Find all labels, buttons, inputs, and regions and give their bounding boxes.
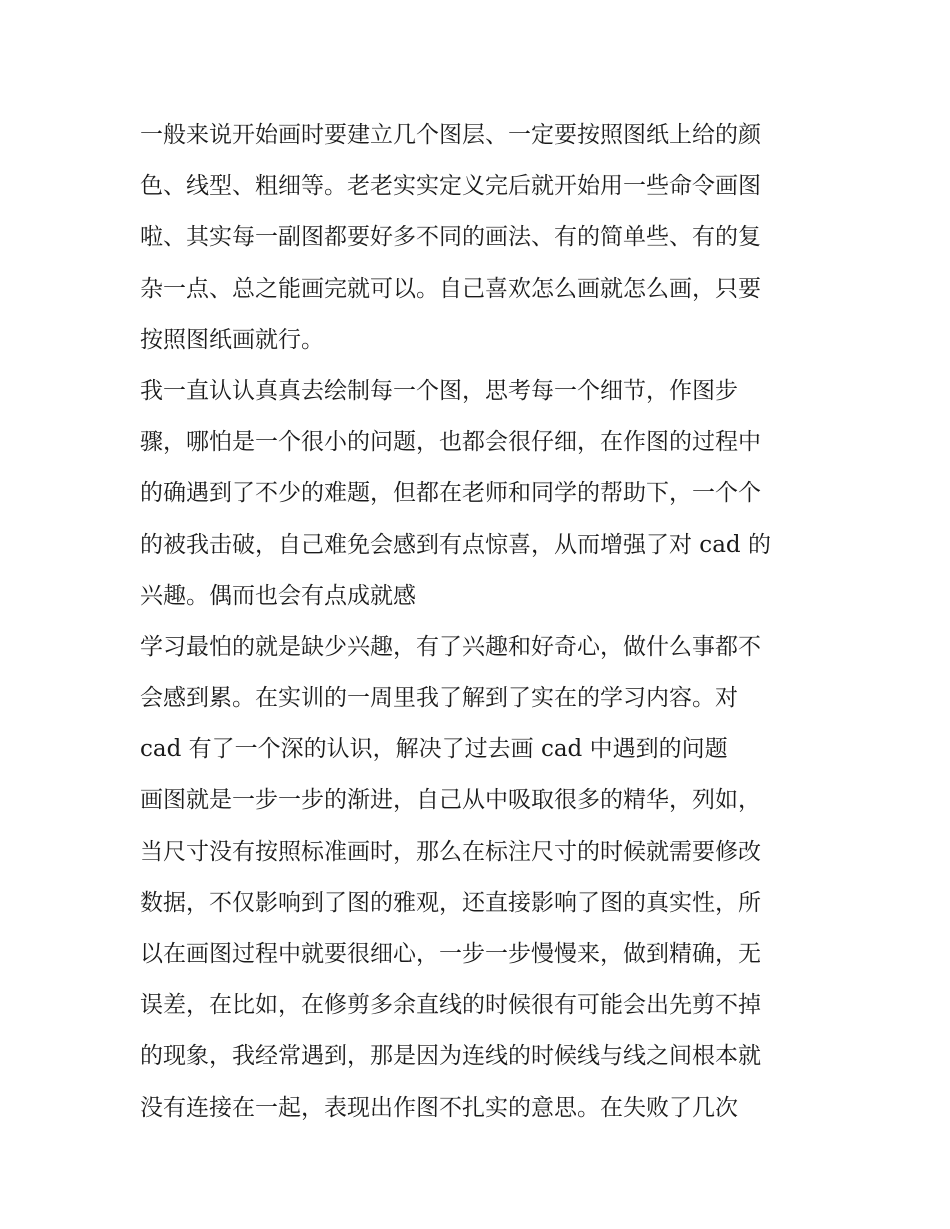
text-line: 啦、其实每一副图都要好多不同的画法、有的简单些、有的复: [140, 224, 761, 251]
text-line: 没有连接在一起，表现出作图不扎实的意思。在失败了几次: [140, 1094, 738, 1121]
text-line: 兴趣。偶而也会有点成就感: [140, 582, 416, 609]
text-line: 误差，在比如，在修剪多余直线的时候很有可能会出先剪不掉: [140, 992, 761, 1019]
text-line: 我一直认认真真去绘制每一个图，思考每一个细节，作图步: [140, 377, 738, 404]
text-line: 一般来说开始画时要建立几个图层、一定要按照图纸上给的颜: [140, 122, 761, 148]
text-line: 的确遇到了不少的难题，但都在老师和同学的帮助下，一个个: [140, 480, 761, 507]
text-line: 以在画图过程中就要很细心，一步一步慢慢来，做到精确，无: [140, 941, 761, 967]
text-line: 骤，哪怕是一个很小的问题，也都会很仔细，在作图的过程中: [140, 429, 761, 456]
text-line: 数据，不仅影响到了图的雅观，还直接影响了图的真实性，所: [140, 889, 761, 916]
text-line: 会感到累。在实训的一周里我了解到了实在的学习内容。对: [140, 685, 738, 712]
text-line: 按照图纸画就行。: [140, 326, 324, 353]
text-line: 学习最怕的就是缺少兴趣，有了兴趣和好奇心，做什么事都不: [140, 633, 761, 660]
text-line: 色、线型、粗细等。老老实实定义完后就开始用一些命令画图: [140, 173, 761, 200]
text-line: 的被我击破，自己难免会感到有点惊喜，从而增强了对 cad 的: [140, 531, 771, 558]
text-line: 当尺寸没有按照标准画时，那么在标注尺寸的时候就需要修改: [140, 838, 761, 865]
text-line: 画图就是一步一步的渐进，自己从中吸取很多的精华，列如，: [140, 787, 761, 814]
text-line: 杂一点、总之能画完就可以。自己喜欢怎么画就怎么画，只要: [140, 275, 761, 302]
body-text: [140, 110, 820, 1134]
text-line: cad 有了一个深的认识，解决了过去画 cad 中遇到的问题: [140, 736, 728, 763]
text-line: 的现象，我经常遇到，那是因为连线的时候线与线之间根本就: [140, 1043, 761, 1070]
